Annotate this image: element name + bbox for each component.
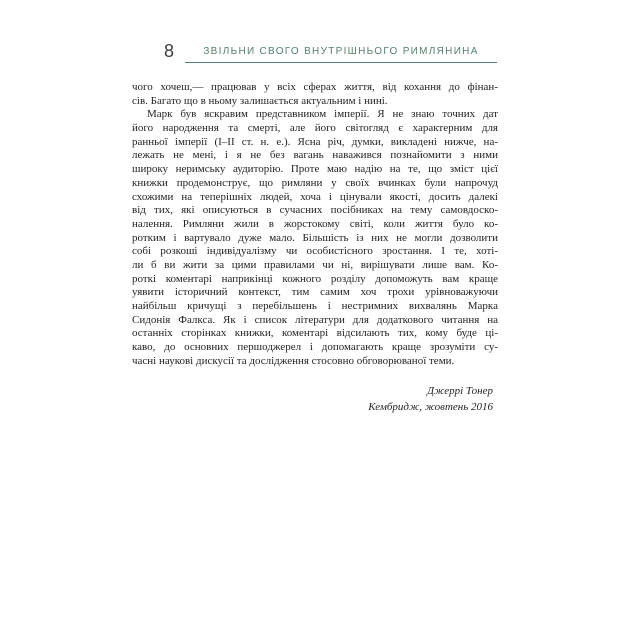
- body-line: чого хочеш,— працював у всіх сферах життя, від кохання до фінан-: [132, 81, 498, 93]
- body-line: його народження та смерті, але його світогляд є характерним для: [132, 122, 498, 135]
- body-line: Марк був яскравим представником імперії. Я не знаю точних дат: [147, 108, 498, 121]
- body-line: уявити історичний контекст, тим самим хоч трохи урівноважуючи: [132, 286, 498, 299]
- signature-place-date: Кембридж, жовтень 2016: [368, 400, 493, 413]
- body-line: книжки продемонструє, що римляни у своїх вчинках були напрочуд: [132, 176, 498, 189]
- body-line: часні наукові дискусії та дослідження стосовно обговорюваної теми.: [132, 354, 455, 367]
- body-line: Сидонія Фалкса. Як і список літератури для додаткового читання на: [132, 313, 498, 326]
- body-line: каво, до основних першоджерел і допомагають краще зрозуміти су-: [132, 341, 498, 354]
- page-number: 8: [164, 41, 175, 61]
- running-header: [132, 40, 498, 64]
- body-line: собі розкоші індивідуалізму чи особистісного зростання. І те, хоті-: [132, 245, 498, 258]
- signature-author: Джеррі Тонер: [427, 385, 493, 398]
- body-line: від тих, які описуються в сучасних посібниках на тему самовдоско-: [132, 204, 498, 217]
- body-line: налення. Римляни жили в жорстокому світі, коли життя було ко-: [132, 217, 498, 230]
- paragraph-continuation: [132, 81, 498, 108]
- body-line: сів. Багато що в ньому залишається актуальним і нині.: [132, 94, 388, 107]
- body-line: останніх сторінках книжки, коментарі відсилають тих, кому буде ці-: [132, 327, 498, 340]
- body-line: широку неримську аудиторію. Проте маю надію на те, що зміст цієї: [132, 163, 498, 176]
- body-line: схожими на теперішніх людей, хоча і цінували якості, досить далекі: [132, 190, 498, 203]
- running-head-title: ЗВІЛЬНИ СВОГО ВНУТРІШНЬОГО РИМЛЯНИНА: [203, 46, 479, 57]
- body-line: роткі коментарі наприкінці кожного розділу допоможуть вам краще: [132, 272, 498, 285]
- body-line: найбільш кричущі з перебільшень і нестримних вихвалянь Марка: [132, 300, 498, 312]
- running-head-rule: [185, 40, 497, 63]
- body-line: ранньої імперії (I–II ст. н. е.). Ясна річ, думки, викладені нижче, на-: [132, 135, 498, 148]
- body-text-block: [132, 81, 498, 415]
- body-line: ли б ви жити за цими правилами чи ні, вирішувати лише вам. Ко-: [132, 258, 498, 271]
- author-signature: [132, 384, 498, 415]
- body-line: ротким і вартувало дуже мало. Більшість із них не могли дозволити: [132, 231, 498, 244]
- body-line: лежать не мені, і я не без вагань наважився познайомити з ними: [132, 149, 498, 162]
- paragraph: [132, 108, 498, 368]
